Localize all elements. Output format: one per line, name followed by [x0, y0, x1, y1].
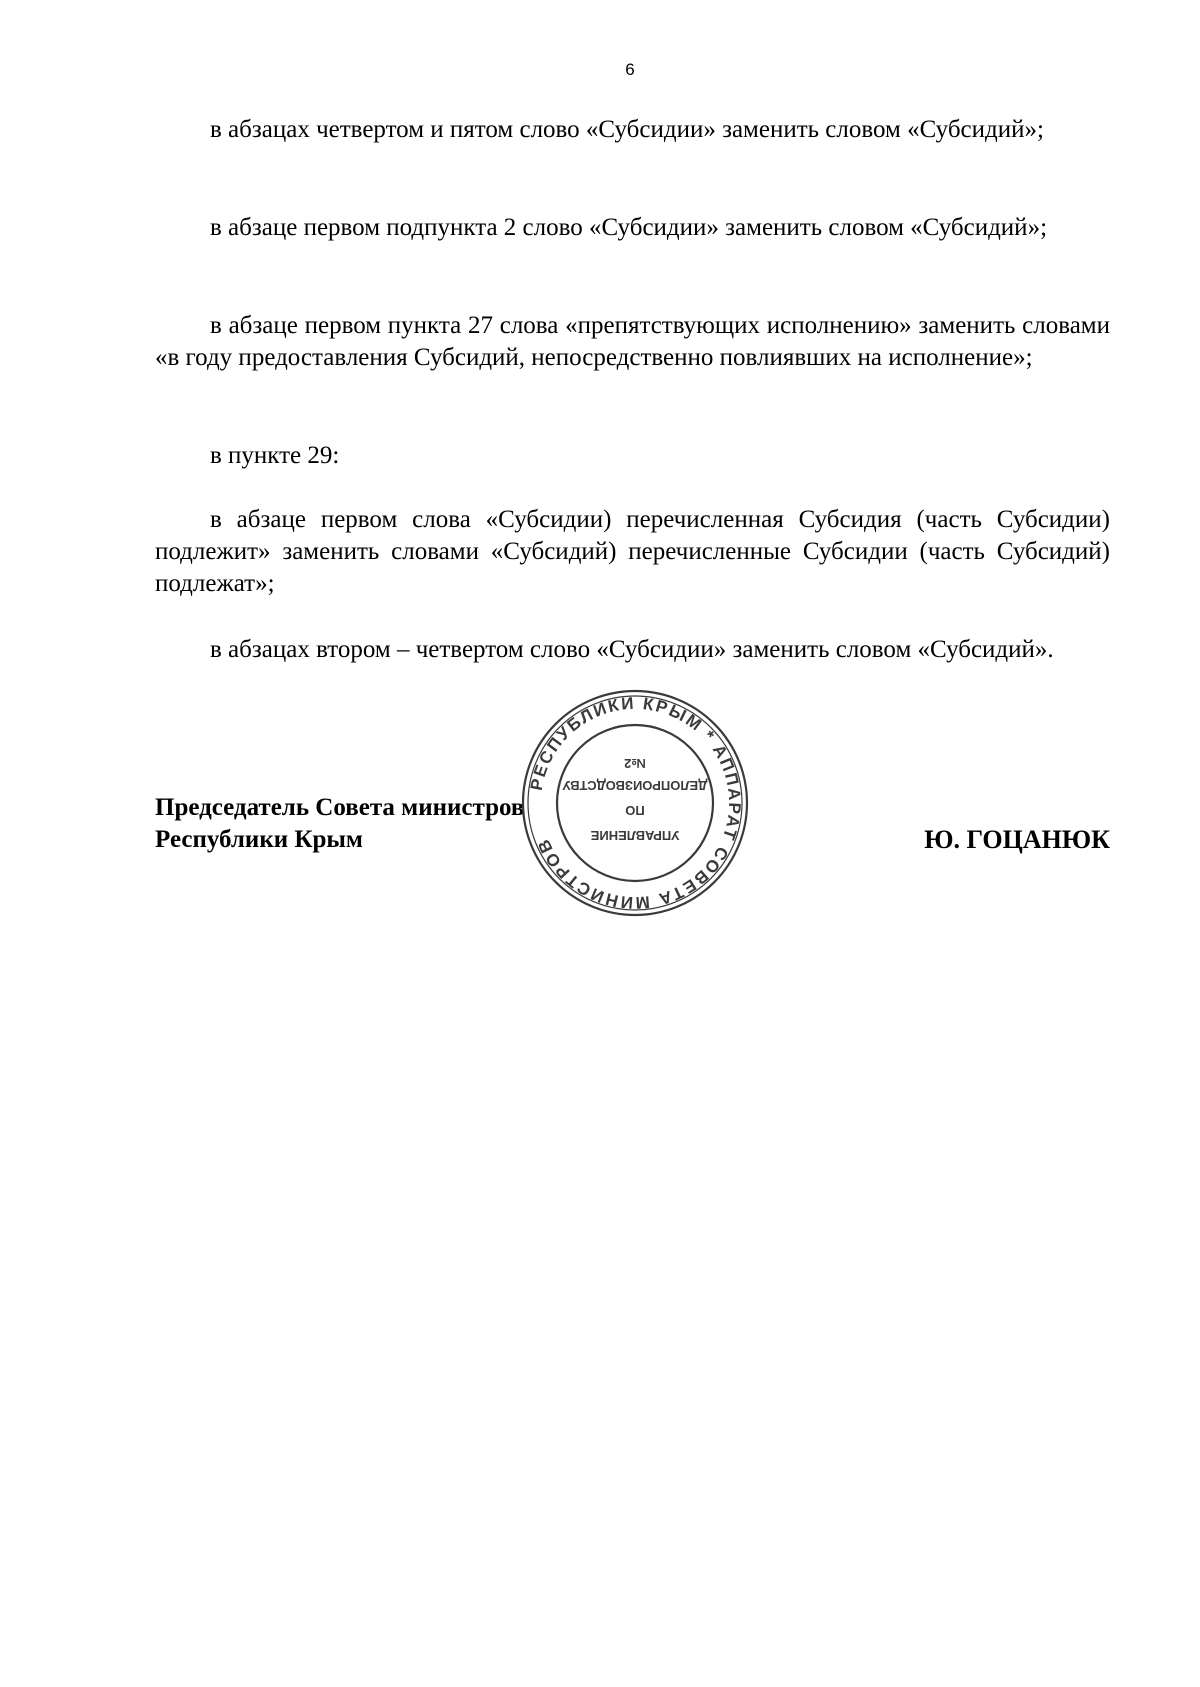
paragraph-6: в абзацах втором – четвертом слово «Субсидии» заменить словом «Субсидий». — [210, 636, 1054, 663]
paragraph-1: в абзацах четвертом и пятом слово «Субсидии» заменить словом «Субсидий»; — [210, 116, 1044, 143]
paragraph-3: в абзаце первом пункта 27 слова «препятствующих исполнению» заменить словами «в году предоставления Субсидий, непосредственно повлиявших на исполнение»; — [155, 312, 1110, 371]
stamp-outer-text: РЕСПУБЛИКИ КРЫМ * АППАРАТ СОВЕТА МИНИСТРОВ — [526, 693, 745, 913]
stamp-inner-line-3: ДЕЛОПРОИЗВОДСТВУ — [562, 778, 708, 793]
stamp-rings — [523, 691, 747, 915]
stamp-inner-text — [562, 756, 708, 843]
official-stamp-seal — [515, 683, 755, 923]
paragraph-4: в пункте 29: — [210, 442, 340, 469]
paragraph-2: в абзаце первом подпункта 2 слово «Субсидии» заменить словом «Субсидий»; — [210, 214, 1048, 241]
signature-title-line-2: Республики Крым — [155, 826, 363, 853]
stamp-inner-line-4: №2 — [624, 756, 646, 771]
stamp-inner-line-2: ПО — [625, 803, 645, 818]
paragraph-5: в абзаце первом слова «Субсидии) перечисленная Субсидия (часть Субсидии) подлежит» заменить словами «Субсидий) перечисленные Субсидии (часть Субсидий) подлежат»; — [155, 506, 1110, 597]
stamp-inner-line-1: УПРАВЛЕНИЕ — [590, 828, 680, 843]
signature-title — [155, 792, 524, 856]
page-number: 6 — [625, 60, 635, 79]
signature-name: Ю. ГОЦАНЮК — [924, 825, 1110, 854]
signature-title-line-1: Председатель Совета министров — [155, 794, 525, 821]
